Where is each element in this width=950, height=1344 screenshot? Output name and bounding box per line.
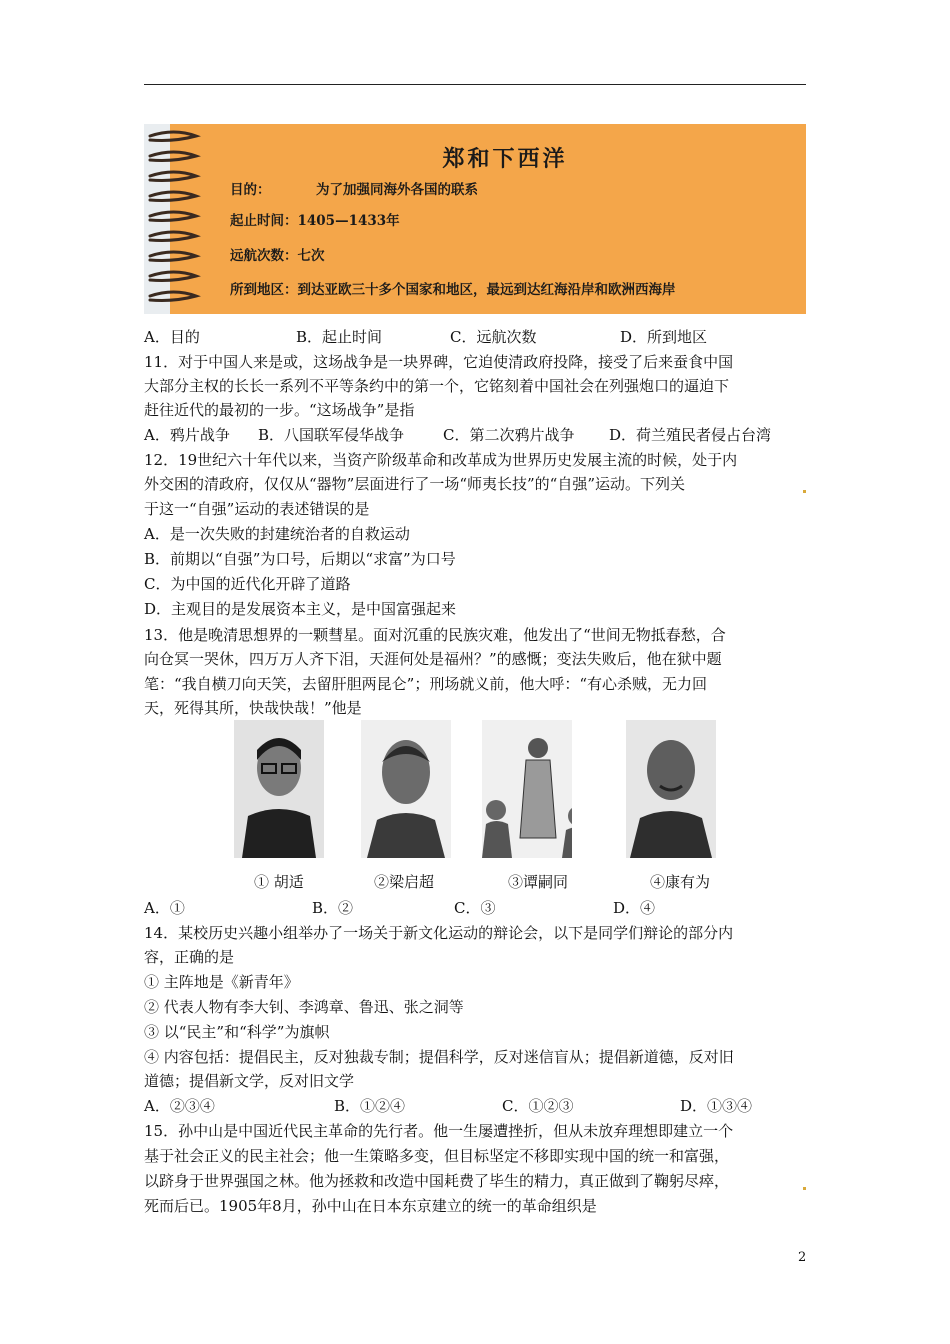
- q10-option-a: A．目的: [144, 328, 200, 346]
- decorative-dot: [803, 490, 806, 493]
- q13-option-c: C．③: [454, 899, 496, 917]
- card-row-count: 远航次数：七次: [230, 248, 325, 264]
- q11-line-1: 11．对于中国人来是或，这场战争是一块界碑，它迫使清政府投降，接受了后来蚕食中国: [144, 353, 734, 371]
- header-rule: [144, 84, 806, 85]
- q14-item-4-cont: 道德；提倡新文学，反对旧文学: [144, 1072, 355, 1090]
- q13-option-b: B．②: [312, 899, 354, 917]
- q14-option-b: B．①②④: [334, 1097, 406, 1115]
- q11-option-c: C．第二次鸦片战争: [443, 426, 575, 444]
- caption-tansitong: ③谭嗣同: [508, 873, 569, 891]
- q14-item-4: ④ 内容包括：提倡民主，反对独裁专制；提倡科学，反对迷信盲从；提倡新道德，反对旧: [144, 1048, 734, 1066]
- portrait-kangyouwei-image: [626, 720, 716, 858]
- q13-line-1: 13．他是晚清思想界的一颗彗星。面对沉重的民族灾难，他发出了“世间无物抵春愁，合: [144, 626, 726, 644]
- q14-option-a: A．②③④: [144, 1097, 215, 1115]
- q13-line-3: 笔：“我自横刀向天笑，去留肝胆两昆仑”；刑场就义前，他大呼：“有心杀贼，无力回: [144, 675, 708, 693]
- portrait-tansitong-image: [482, 720, 572, 858]
- q14-line-2: 容，正确的是: [144, 948, 235, 966]
- q13-option-d: D．④: [613, 899, 656, 917]
- q12-line-2: 外交困的清政府，仅仅从“器物”层面进行了一场“师夷长技”的“自强”运动。下列关: [144, 475, 686, 493]
- page-number: 2: [798, 1250, 807, 1265]
- card-row-purpose: 目的： 为了加强同海外各国的联系: [230, 182, 478, 198]
- q15-line-1: 15．孙中山是中国近代民主革命的先行者。他一生屡遭挫折，但从未放弃理想即建立一个: [144, 1122, 734, 1140]
- q12-option-d: D．主观目的是发展资本主义，是中国富强起来: [144, 600, 457, 618]
- q14-item-3: ③ 以“民主”和“科学”为旗帜: [144, 1023, 330, 1041]
- caption-kangyouwei: ④康有为: [650, 873, 711, 891]
- q10-option-b: B．起止时间: [296, 328, 383, 346]
- q14-option-c: C．①②③: [502, 1097, 574, 1115]
- q11-line-2: 大部分主权的长长一系列不平等条约中的第一个，它铭刻着中国社会在列强炮口的逼迫下: [144, 377, 730, 395]
- q15-line-4: 死而后已。1905年8月，孙中山在日本东京建立的统一的革命组织是: [144, 1197, 597, 1215]
- q15-line-2: 基于社会正义的民主社会；他一生策略多变，但目标坚定不移即实现中国的统一和富强，: [144, 1147, 730, 1165]
- q10-option-d: D．所到地区: [620, 328, 708, 346]
- caption-liangqichao: ②梁启超: [374, 873, 435, 891]
- decorative-dot: [803, 1187, 806, 1190]
- card-row-region: 所到地区：到达亚欧三十多个国家和地区，最远到达红海沿岸和欧洲西海岸: [230, 282, 676, 298]
- q15-line-3: 以跻身于世界强国之林。他为拯救和改造中国耗费了毕生的精力，真正做到了鞠躬尽瘁，: [144, 1172, 730, 1190]
- card-title: 郑和下西洋: [442, 146, 568, 172]
- caption-hushi: ① 胡适: [254, 873, 304, 891]
- q12-option-a: A．是一次失败的封建统治者的自救运动: [144, 525, 410, 543]
- card-row-time: 起止时间：1405—1433年: [230, 213, 400, 229]
- q13-line-4: 天，死得其所，快哉快哉！”他是: [144, 699, 362, 717]
- portrait-hushi-image: [234, 720, 324, 858]
- q14-option-d: D．①③④: [680, 1097, 753, 1115]
- q13-option-a: A．①: [144, 899, 185, 917]
- portrait-liangqichao-image: [361, 720, 451, 858]
- q14-item-2: ② 代表人物有李大钊、李鸿章、鲁迅、张之洞等: [144, 998, 464, 1016]
- q12-option-c: C．为中国的近代化开辟了道路: [144, 575, 351, 593]
- q11-option-b: B．八国联军侵华战争: [258, 426, 405, 444]
- q12-line-1: 12．19世纪六十年代以来，当资产阶级革命和改革成为世界历史发展主流的时候，处于内: [144, 451, 738, 469]
- q14-line-1: 14．某校历史兴趣小组举办了一场关于新文化运动的辩论会，以下是同学们辩论的部分内: [144, 924, 734, 942]
- q12-line-3: 于这一“自强”运动的表述错误的是: [144, 500, 370, 518]
- q13-line-2: 向仓冥一哭休，四万万人齐下泪，天涯何处是福州？”的感慨；变法失败后，他在狱中题: [144, 650, 722, 668]
- zhenghe-card: [144, 124, 806, 314]
- q10-option-c: C．远航次数: [450, 328, 537, 346]
- q14-item-1: ① 主阵地是《新青年》: [144, 973, 299, 991]
- q11-option-d: D．荷兰殖民者侵占台湾: [609, 426, 772, 444]
- q11-line-3: 赶往近代的最初的一步。“这场战争”是指: [144, 401, 415, 419]
- q12-option-b: B．前期以“自强”为口号，后期以“求富”为口号: [144, 550, 456, 568]
- q11-option-a: A．鸦片战争: [144, 426, 230, 444]
